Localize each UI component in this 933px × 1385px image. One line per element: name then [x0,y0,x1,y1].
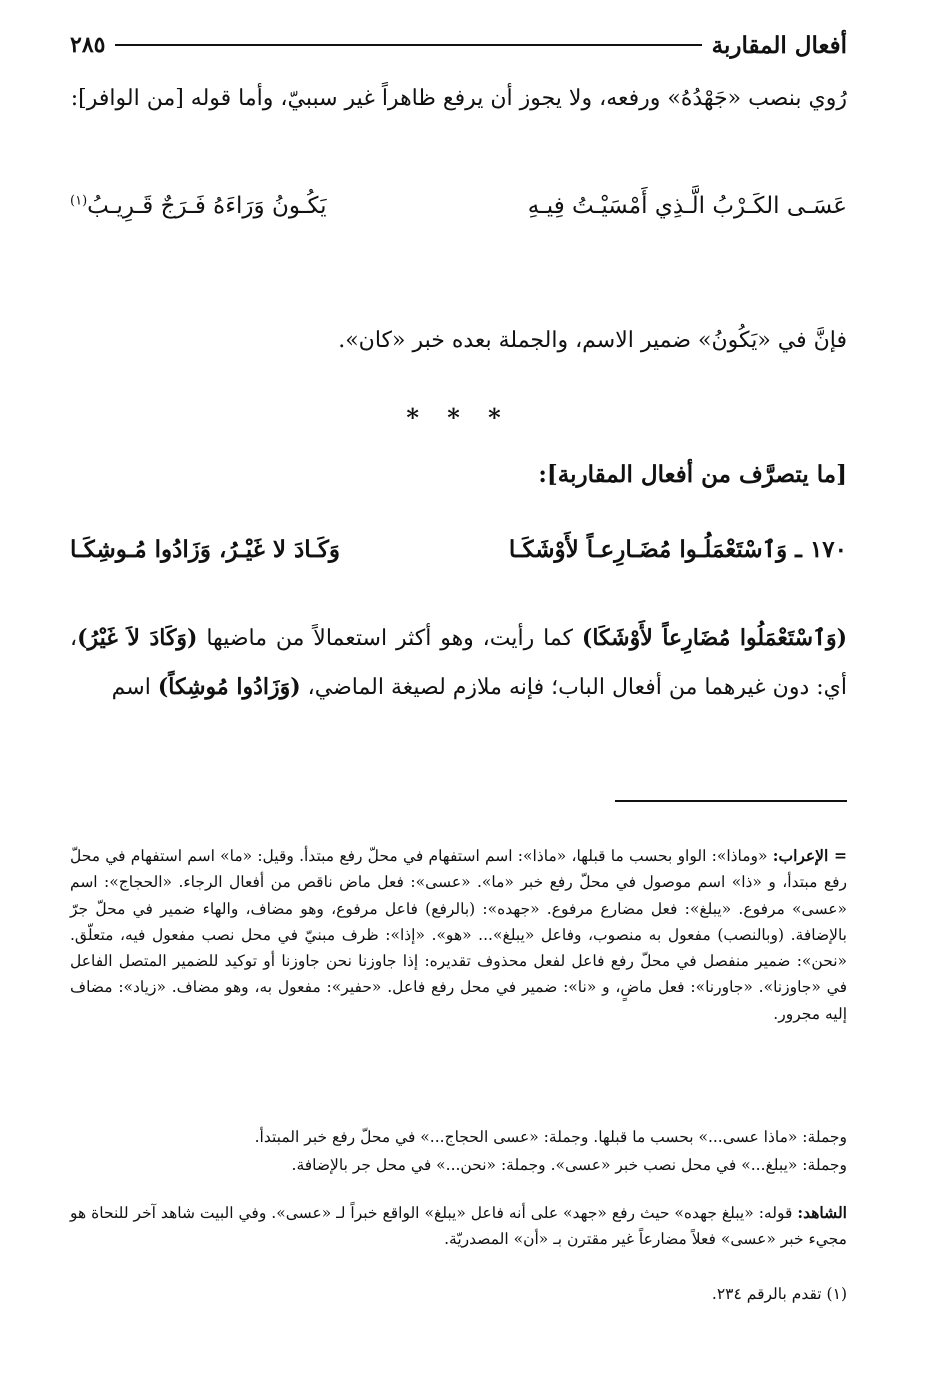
quoted-verse-part-2: (وَكَادَ لاَ غَيْرُ) [77,625,198,651]
verse-second-hemistich [70,193,327,219]
running-title: أفعال المقاربة [711,31,847,59]
irab-text: «وماذا»: الواو بحسب ما قبلها، «ماذا»: اسم استفهام في محلّ رفع مبتدأ. وقيل: «ما» اسم استفهام في محلّ رفع مبتدأ، و «ذا» اسم موصول في محلّ رفع خبر «ما». «عسى»: فعل ماض ناقص من أفعال الرجاء. «الحجاج»: اسم «عسى» مرفوع. «يبلغ»: فعل مضارع مرفوع. «جهده»: (بالرفع) فاعل مرفوع، وهو مضاف، والهاء ضمير في محلّ جرّ بالإضافة. (وبالنصب) مفعول به منصوب، وفاعل «يبلغ»... «هو». «إذا»: ظرف مبنيّ في محل نصب مفعول فيه، متعلّق. «نحن»: ضمير منفصل في محلّ رفع فاعل لفعل محذوف تقديره: إذا جاوزنا نحن جاوزنا أو توكيد للضمير المتصل الفاعل في «جاوزنا». «جاورنا»: فعل ماضٍ، و «نا»: ضمير في محل رفع فاعل. «حفير»: مفعول به، وهو مضاف. «زياد»: مضاف إليه مجرور. [70,847,847,1023]
commentary-text-3: اسم [111,675,158,700]
footnote-jumla-1: وجملة: «ماذا عسى...» بحسب ما قبلها. وجملة: «عسى الحجاج...» في محلّ رفع خبر المبتدأ. [254,1128,847,1146]
footnote-1: (١) تقدم بالرقم ٢٣٤. [711,1285,847,1303]
quoted-verse-part-3: (وَزَادُوا مُوشِكاً) [157,674,301,700]
commentary-paragraph [70,614,847,712]
footnote-separator [615,800,847,802]
verse-170-first-hemistich: ١٧٠ ـ وَٱسْتَعْمَلُـوا مُضَـارِعـاً لأَوْشَكَـا [508,536,847,563]
footnote-reference: (١) [70,193,88,209]
verse-line [70,193,847,219]
section-heading: [ما يتصرَّف من أفعال المقاربة]: [538,461,847,488]
page-number: ٢٨٥ [70,32,106,58]
shahid-text: قوله: «يبلغ جهده» حيث رفع «جهد» على أنه فاعل «يبلغ» الواقع خبراً لـ «عسى». وفي البيت شاهد آخر للنحاة هو مجيء خبر «عسى» فعلاً مضارعاً غير مقترن بـ «أن» المصدريّة. [70,1204,847,1249]
footnote-jumla-2: وجملة: «يبلغ...» في محل نصب خبر «عسى». وجملة: «نحن...» في محل جر بالإضافة. [291,1156,847,1174]
footnote-shahid [70,1200,847,1253]
intro-paragraph: رُوي بنصب «جَهْدُهُ» ورفعه، ولا يجوز أن يرفع ظاهراً غير سببيّ، وأما قوله [من الوافر]: [70,86,847,111]
commentary-text-2: ، أي: دون غيرهما من أفعال الباب؛ فإنه ملازم لصيغة الماضي، [70,626,847,700]
commentary-text-1: كما رأيت، وهو أكثر استعمالاً من ماضيها [197,626,582,651]
verse-170 [70,536,847,563]
verse-explanation: فإنَّ في «يَكُونُ» ضمير الاسم، والجملة بعده خبر «كان». [338,328,847,353]
quoted-verse-part-1: (وَٱسْتَعْمَلُوا مُضَارِعاً لأَوْشَكَا) [581,625,847,651]
book-page [70,0,847,1385]
header-rule [115,44,701,46]
section-divider-stars: * * * [406,403,511,432]
irab-label: = الإعراب: [772,846,847,865]
verse-second-text: يَكُـونُ وَرَاءَهُ فَـرَجٌ قَـرِيـبُ [87,193,327,219]
shahid-label: الشاهد: [797,1203,847,1222]
verse-170-second-hemistich: وَكَـادَ لا غَيْـرُ، وَزَادُوا مُـوشِكَـا [70,536,341,563]
verse-first-hemistich: عَسَـى الكَـرْبُ الَّـذِي أَمْسَيْـتُ فِيـهِ [527,193,847,219]
page-header [70,30,847,60]
footnote-irab [70,843,847,1027]
